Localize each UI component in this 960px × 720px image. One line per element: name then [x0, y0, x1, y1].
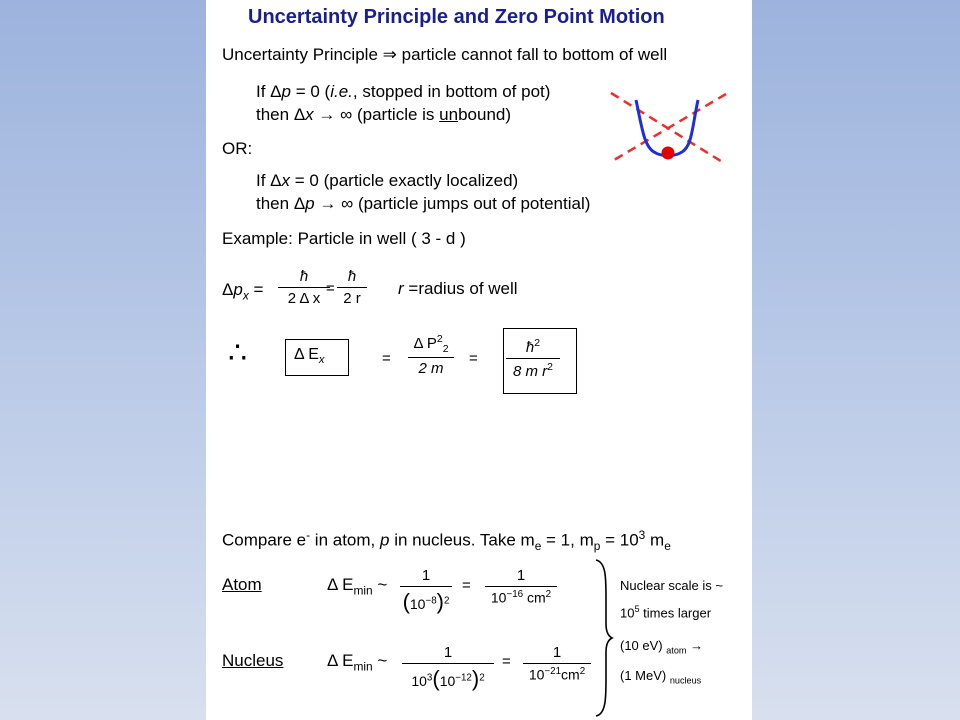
- fraction-hbar2-8mr2: [506, 337, 560, 380]
- sup-2: 2: [436, 333, 443, 345]
- base: 10: [409, 596, 426, 612]
- exp: −8: [425, 595, 437, 607]
- text: bound): [458, 105, 512, 124]
- unit-exp: 2: [545, 589, 552, 600]
- arrow: →: [686, 638, 704, 653]
- var-x: x: [281, 171, 291, 190]
- case1-line2: [256, 105, 511, 125]
- nucleus-label: Nucleus: [222, 651, 284, 670]
- 8mr: 8 m r: [512, 363, 548, 380]
- note-line2: [620, 604, 711, 620]
- var-p: p: [380, 530, 390, 550]
- delta-e: Δ E: [327, 575, 354, 594]
- exp: −12: [455, 672, 472, 684]
- text: = 1, m: [541, 530, 594, 550]
- note-line4: [620, 668, 701, 686]
- text: If: [256, 171, 271, 190]
- sub-min: min: [353, 659, 373, 674]
- text: in nucleus. Take m: [389, 530, 535, 550]
- equals: =: [408, 279, 419, 298]
- fraction-dp2-2m: [408, 333, 454, 377]
- delta-ex: [294, 346, 325, 366]
- numerator: [408, 333, 454, 355]
- text: (1 MeV): [620, 668, 670, 683]
- sub-e: e: [664, 539, 671, 554]
- fraction-bar: [337, 287, 367, 288]
- tilde: ~: [377, 575, 388, 594]
- r-definition: [398, 279, 518, 299]
- base: 10: [439, 673, 456, 689]
- text: then: [256, 194, 294, 213]
- slide-title: Uncertainty Principle and Zero Point Motion: [248, 6, 665, 28]
- var-r: r: [398, 279, 404, 298]
- exp: −21: [544, 666, 562, 677]
- delta-symbol: Δ: [293, 105, 306, 124]
- delta-e: Δ E: [294, 346, 319, 363]
- sub-min: min: [353, 583, 373, 598]
- hbar: ħ: [299, 268, 309, 285]
- exp: 5: [634, 604, 640, 614]
- fraction-hbar-2r: [337, 268, 367, 307]
- base: 10: [490, 589, 507, 606]
- text: times larger: [639, 605, 712, 621]
- numerator: 1: [443, 644, 453, 661]
- implies-symbol: ⇒: [382, 45, 397, 64]
- text: Compare e: [222, 530, 307, 550]
- intro-line: [222, 45, 667, 65]
- unit: cm: [561, 666, 580, 683]
- equals: =: [253, 280, 264, 299]
- denominator: [485, 589, 557, 606]
- delta-px: [222, 280, 263, 302]
- note-line3: [620, 638, 703, 656]
- tilde: ~: [377, 651, 388, 670]
- text: (particle is: [352, 105, 440, 124]
- fraction-bar: [485, 586, 557, 587]
- text: , stopped in bottom of pot): [352, 82, 551, 101]
- base: 10: [620, 605, 635, 621]
- denominator: $10^3(10^{-12})^2$: [411, 666, 485, 691]
- compare-line: [222, 528, 671, 553]
- base: 10: [411, 673, 427, 689]
- note-line1: Nuclear scale is ~: [620, 578, 723, 593]
- ie-text: i.e.: [330, 82, 353, 101]
- sup-2: 2: [547, 361, 553, 373]
- base: 10: [528, 666, 545, 683]
- case2-line1: [256, 171, 518, 191]
- sub-p: p: [593, 539, 601, 554]
- denominator: [506, 361, 560, 380]
- sub-2: 2: [442, 343, 449, 355]
- atom-fraction-1: [400, 567, 452, 615]
- fraction-bar: [523, 663, 591, 664]
- sub-atom: atom: [666, 645, 687, 656]
- intro-suffix: particle cannot fall to bottom of well: [401, 45, 668, 64]
- example-line: Example: Particle in well ( 3 - d ): [222, 229, 466, 248]
- sub-nucleus: nucleus: [669, 675, 702, 686]
- exp: −16: [506, 589, 524, 600]
- text: = 0 (particle exactly localized): [290, 171, 519, 190]
- hbar: ħ: [525, 339, 535, 356]
- or-label: OR:: [222, 139, 253, 158]
- fraction-bar: [278, 287, 330, 288]
- curly-brace: [592, 558, 614, 718]
- text: If: [256, 82, 271, 101]
- equals: =: [502, 653, 511, 670]
- atom-delta-emin: [327, 575, 387, 597]
- case2-line2: [256, 194, 590, 214]
- sub-e: e: [534, 539, 542, 554]
- fraction-bar: [506, 358, 560, 359]
- outer-exp: 2: [479, 672, 485, 684]
- therefore-symbol: ∴: [228, 337, 248, 370]
- var-p: p: [233, 280, 243, 299]
- fraction-bar: [402, 663, 494, 664]
- delta-p: Δ P: [413, 335, 437, 352]
- text: m: [645, 530, 665, 550]
- numerator: 1: [421, 567, 431, 584]
- atom-label: Atom: [222, 575, 262, 594]
- sup-3: 3: [638, 528, 646, 542]
- numerator: 1: [516, 567, 526, 584]
- arrow-infinity: → ∞: [318, 105, 353, 124]
- denominator: 2 r: [343, 290, 361, 307]
- text: = 0 (: [291, 82, 331, 101]
- particle-dot: [662, 147, 675, 160]
- unit: cm: [523, 589, 546, 606]
- hbar: ħ: [347, 268, 357, 285]
- case1-line1: [256, 82, 550, 102]
- nucleus-fraction-2: [523, 644, 591, 683]
- nucleus-delta-emin: [327, 651, 387, 673]
- text: (particle jumps out of potential): [353, 194, 591, 213]
- delta-symbol: Δ: [222, 280, 234, 299]
- atom-fraction-2: [485, 567, 557, 606]
- unit-exp: 2: [579, 666, 586, 677]
- equals: =: [469, 350, 478, 367]
- exp: 3: [426, 672, 433, 684]
- fraction-bar: [408, 357, 454, 358]
- sub-x: x: [318, 354, 325, 367]
- var-x: x: [305, 105, 314, 124]
- delta-symbol: Δ: [270, 82, 282, 101]
- equals: =: [326, 280, 335, 297]
- denominator: $(10^{-8})^2$: [402, 589, 450, 614]
- denominator: [523, 666, 591, 683]
- var-p: p: [305, 194, 315, 213]
- text: = 10: [600, 530, 639, 550]
- text: then: [256, 105, 294, 124]
- text: (10 eV): [620, 638, 667, 653]
- sup-2: 2: [534, 337, 541, 349]
- sup-minus: -: [306, 528, 311, 542]
- text: radius of well: [418, 279, 518, 298]
- denominator: 2 m: [418, 360, 444, 377]
- sub-x: x: [242, 288, 249, 303]
- arrow-infinity: → ∞: [319, 194, 354, 213]
- outer-exp: 2: [443, 595, 450, 607]
- var-p: p: [281, 82, 291, 101]
- fraction-hbar-2dx: [278, 268, 330, 307]
- delta-symbol: Δ: [270, 171, 282, 190]
- equals: =: [462, 577, 471, 594]
- denominator: 2 Δ x: [287, 290, 321, 307]
- intro-prefix: Uncertainty Principle: [222, 45, 378, 64]
- delta-symbol: Δ: [293, 194, 306, 213]
- fraction-bar: [400, 586, 452, 587]
- numerator: [506, 337, 560, 356]
- slide: [206, 0, 752, 720]
- unbound-underlined: un: [439, 105, 459, 124]
- text: in atom,: [310, 530, 380, 550]
- potential-well-diagram: [606, 88, 736, 178]
- delta-e: Δ E: [327, 651, 354, 670]
- equals: =: [382, 350, 391, 367]
- numerator: 1: [552, 644, 562, 661]
- nucleus-fraction-1: [402, 644, 494, 692]
